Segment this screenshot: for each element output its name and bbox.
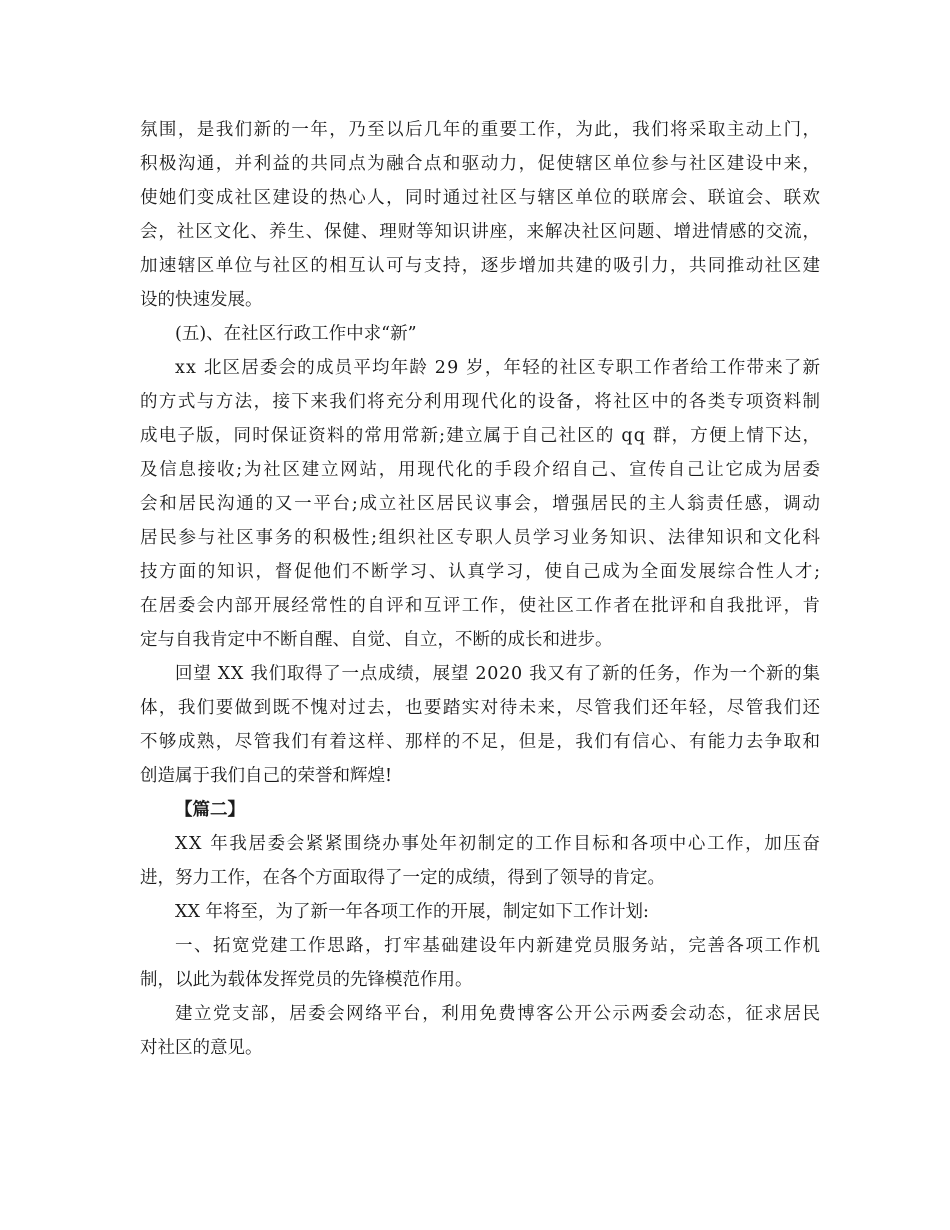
- text-line: 成电子版，同时保证资料的常用常新;建立属于自己社区的 qq 群，方便上情下达，: [140, 426, 822, 446]
- text-line: 进，努力工作，在各个方面取得了一定的成绩，得到了领导的肯定。: [140, 868, 665, 888]
- text-line: 一、拓宽党建工作思路，打牢基础建设年内新建党员服务站，完善各项工作机: [175, 936, 822, 956]
- text-line: 在居委会内部开展经常性的自评和互评工作，使社区工作者在批评和自我批评，肯: [140, 596, 822, 616]
- text-line: 积极沟通，并利益的共同点为融合点和驱动力，促使辖区单位参与社区建设中来，: [140, 154, 822, 174]
- text-line: 会和居民沟通的又一平台;成立社区居民议事会，增强居民的主人翁责任感，调动: [140, 494, 822, 514]
- text-line: (五)、在社区行政工作中求“新”: [175, 324, 417, 344]
- text-line: 定与自我肯定中不断自醒、自觉、自立，不断的成长和进步。: [140, 630, 613, 650]
- text-line: 加速辖区单位与社区的相互认可与支持，逐步增加共建的吸引力，共同推动社区建: [140, 256, 822, 276]
- text-line: 及信息接收;为社区建立网站，用现代化的手段介绍自己、宣传自己让它成为居委: [140, 460, 822, 480]
- text-line: 不够成熟，尽管我们有着这样、那样的不足，但是，我们有信心、有能力去争取和: [140, 732, 822, 752]
- text-line: 居民参与社区事务的积极性;组织社区专职人员学习业务知识、法律知识和文化科: [140, 528, 822, 548]
- text-line: 使她们变成社区建设的热心人，同时通过社区与辖区单位的联席会、联谊会、联欢: [140, 188, 822, 208]
- text-line: 回望 XX 我们取得了一点成绩，展望 2020 我又有了新的任务，作为一个新的集: [175, 664, 821, 684]
- text-line: 技方面的知识，督促他们不断学习、认真学习，使自己成为全面发展综合性人才;: [140, 562, 822, 582]
- text-line: xx 北区居委会的成员平均年龄 29 岁，年轻的社区专职工作者给工作带来了新: [175, 358, 822, 378]
- text-line: 建立党支部，居委会网络平台，利用免费博客公开公示两委会动态，征求居民: [175, 1004, 822, 1024]
- text-line: 创造属于我们自己的荣誉和辉煌!: [140, 766, 393, 786]
- text-line: 制，以此为载体发挥党员的先锋模范作用。: [140, 970, 473, 990]
- text-line: 体，我们要做到既不愧对过去，也要踏实对待未来，尽管我们还年轻，尽管我们还: [140, 698, 822, 718]
- text-line: 会，社区文化、养生、保健、理财等知识讲座，来解决社区问题、增进情感的交流，: [140, 222, 821, 242]
- text-line: XX 年将至，为了新一年各项工作的开展，制定如下工作计划:: [175, 902, 649, 922]
- document-body: [140, 113, 820, 1065]
- text-line: XX 年我居委会紧紧围绕办事处年初制定的工作目标和各项中心工作，加压奋: [175, 834, 822, 854]
- text-line: 的方式与方法，接下来我们将充分利用现代化的设备，将社区中的各类专项资料制: [140, 392, 822, 412]
- text-line: 氛围，是我们新的一年，乃至以后几年的重要工作，为此，我们将采取主动上门，: [140, 120, 822, 140]
- section-heading: 【篇二】: [175, 800, 245, 820]
- text-line: 设的快速发展。: [140, 290, 263, 310]
- text-line: 对社区的意见。: [140, 1038, 263, 1058]
